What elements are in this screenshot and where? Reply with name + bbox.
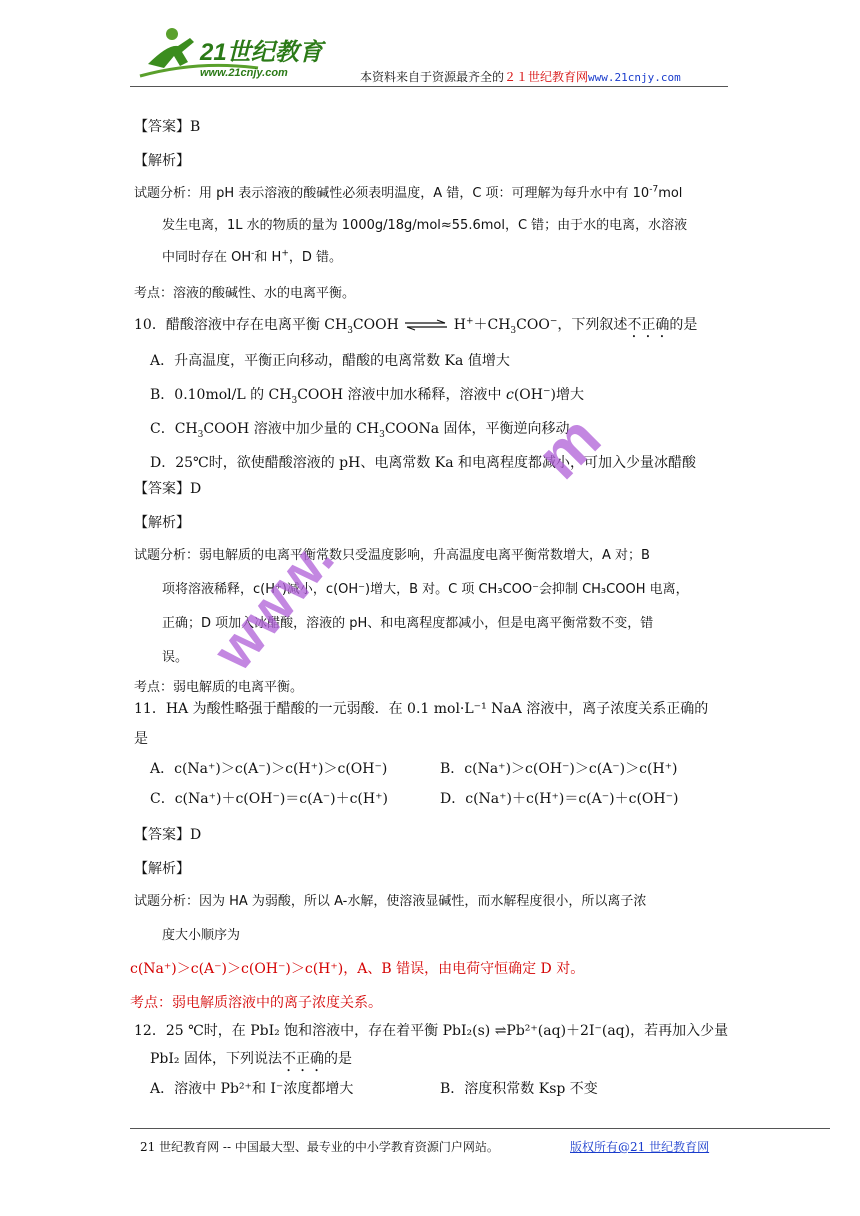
q10-option-c: C．$CH_3COOH$ 溶液中加少量的 $CH_3COONa$ 固体，平衡逆向移动 [150, 421, 570, 440]
header-note-url[interactable]: www.21cnjy.com [588, 71, 681, 84]
q12-option-b: B．溶度积常数 Ksp 不变 [440, 1081, 598, 1097]
footer-copyright-link[interactable]: 版权所有@21 世纪教育网 [570, 1140, 710, 1154]
q9-answer: 【答案】B [134, 119, 201, 135]
q11-stem-line1: 11．HA 为酸性略强于醋酸的一元弱酸．在 0.1 mol·L⁻¹ NaA 溶液中，离子浓度关系正确的 [134, 701, 709, 717]
q11-kaodian: 考点：弱电解质溶液中的离子浓度关系。 [130, 995, 382, 1011]
svg-text:21世纪教育: 21世纪教育 [200, 39, 323, 66]
q11-analysis-title: 【解析】 [134, 861, 190, 877]
header-note-brand: ２１世纪教育网 [504, 70, 589, 84]
header-divider [130, 86, 728, 87]
q10-analysis-title: 【解析】 [134, 515, 190, 531]
equilibrium-arrow-icon [403, 319, 449, 331]
q11-option-b: B．c(Na⁺)＞c(OH⁻)＞c(A⁻)＞c(H⁺) [440, 761, 678, 777]
q11-option-c: C．c(Na⁺)＋c(OH⁻)＝c(A⁻)＋c(H⁺) [150, 791, 388, 807]
q10-analysis-line4: 误。 [162, 650, 189, 665]
q11-analysis-line2: 度大小顺序为 [162, 928, 241, 943]
q9-analysis-title: 【解析】 [134, 153, 190, 169]
logo-runner-icon [138, 24, 338, 82]
q9-analysis-line3: 中同时存在 OH-和 H+，D 错。 [162, 248, 343, 265]
q11-conclusion: c(Na⁺)＞c(A⁻)＞c(OH⁻)＞c(H⁺)，A、B 错误，由电荷守恒确定 D 对。 [130, 961, 585, 977]
q11-answer: 【答案】D [134, 827, 202, 843]
svg-text:www.21cnjy.com: www.21cnjy.com [200, 67, 288, 79]
watermark-tail: m [522, 401, 615, 493]
q10-answer: 【答案】D [134, 481, 202, 497]
q12-stem-line1: 12．25 ℃时，在 PbI₂ 饱和溶液中，存在着平衡 PbI₂(s) ⇌Pb²⁺(aq)＋2I⁻(aq)，若再加入少量 [134, 1023, 729, 1039]
q12-option-a: A．溶液中 Pb²⁺和 I⁻浓度都增大 [150, 1081, 354, 1097]
q10-analysis-line3: 正确；D 项加入冰醋酸，溶液的 pH、和电离程度都减小，但是电离平衡常数不变，错 [162, 616, 654, 631]
header-note-prefix: 本资料来自于资源最齐全的 [360, 70, 505, 84]
q10-option-d: D．25℃时，欲使醋酸溶液的 pH、电离常数 Ka 和电离程度都减小，可加入少量冰醋酸 [150, 455, 697, 471]
q10-stem: 10．醋酸溶液中存在电离平衡 $CH_3COOH$ $H^++CH_3COO^-$，下列叙述不正确的是 [134, 316, 698, 336]
q11-analysis-line1: 试题分析：因为 HA 为弱酸，所以 A-水解，使溶液显碱性，而水解程度很小，所以离子浓 [134, 894, 647, 909]
q10-analysis-line2: 项将溶液稀释，c(H⁺)减小，c(OH⁻)增大，B 对。C 项 CH₃COO⁻会抑制 CH₃COOH 电离， [162, 582, 689, 597]
q12-stem-line2: PbI₂ 固体，下列说法不正确的是 [150, 1051, 352, 1067]
q11-option-d: D．c(Na⁺)＋c(H⁺)＝c(A⁻)＋c(OH⁻) [440, 791, 679, 807]
q10-option-b: B．0.10mol/L 的 $CH_3COOH$ 溶液中加水稀释，溶液中 c(OH−)增大 [150, 386, 585, 406]
footer-divider [130, 1128, 830, 1129]
watermark: www. [200, 526, 347, 683]
q9-analysis-line1: 试题分析：用 pH 表示溶液的酸碱性必须表明温度，A 错，C 项：可理解为每升水中有 $10^{-7}mol$ [134, 184, 683, 201]
q10-option-a: A．升高温度，平衡正向移动，醋酸的电离常数 Ka 值增大 [150, 353, 510, 369]
q10-analysis-line1: 试题分析：弱电解质的电离平衡常数只受温度影响，升高温度电离平衡常数增大，A 对；B [134, 548, 650, 563]
header-note [360, 68, 681, 85]
site-logo [138, 24, 338, 82]
q9-analysis-line2: 发生电离，1L 水的物质的量为 1000g/18g/mol≈55.6mol，C 错；由于水的电离，水溶液 [162, 218, 688, 233]
q9-kaodian: 考点：溶液的酸碱性、水的电离平衡。 [134, 286, 356, 301]
q11-option-a: A．c(Na⁺)＞c(A⁻)＞c(H⁺)＞c(OH⁻) [150, 761, 388, 777]
q10-kaodian: 考点：弱电解质的电离平衡。 [134, 680, 304, 695]
q11-stem-line2: 是 [134, 731, 148, 747]
footer-tagline: 21 世纪教育网 -- 中国最大型、最专业的中小学教育资源门户网站。 [140, 1140, 499, 1154]
